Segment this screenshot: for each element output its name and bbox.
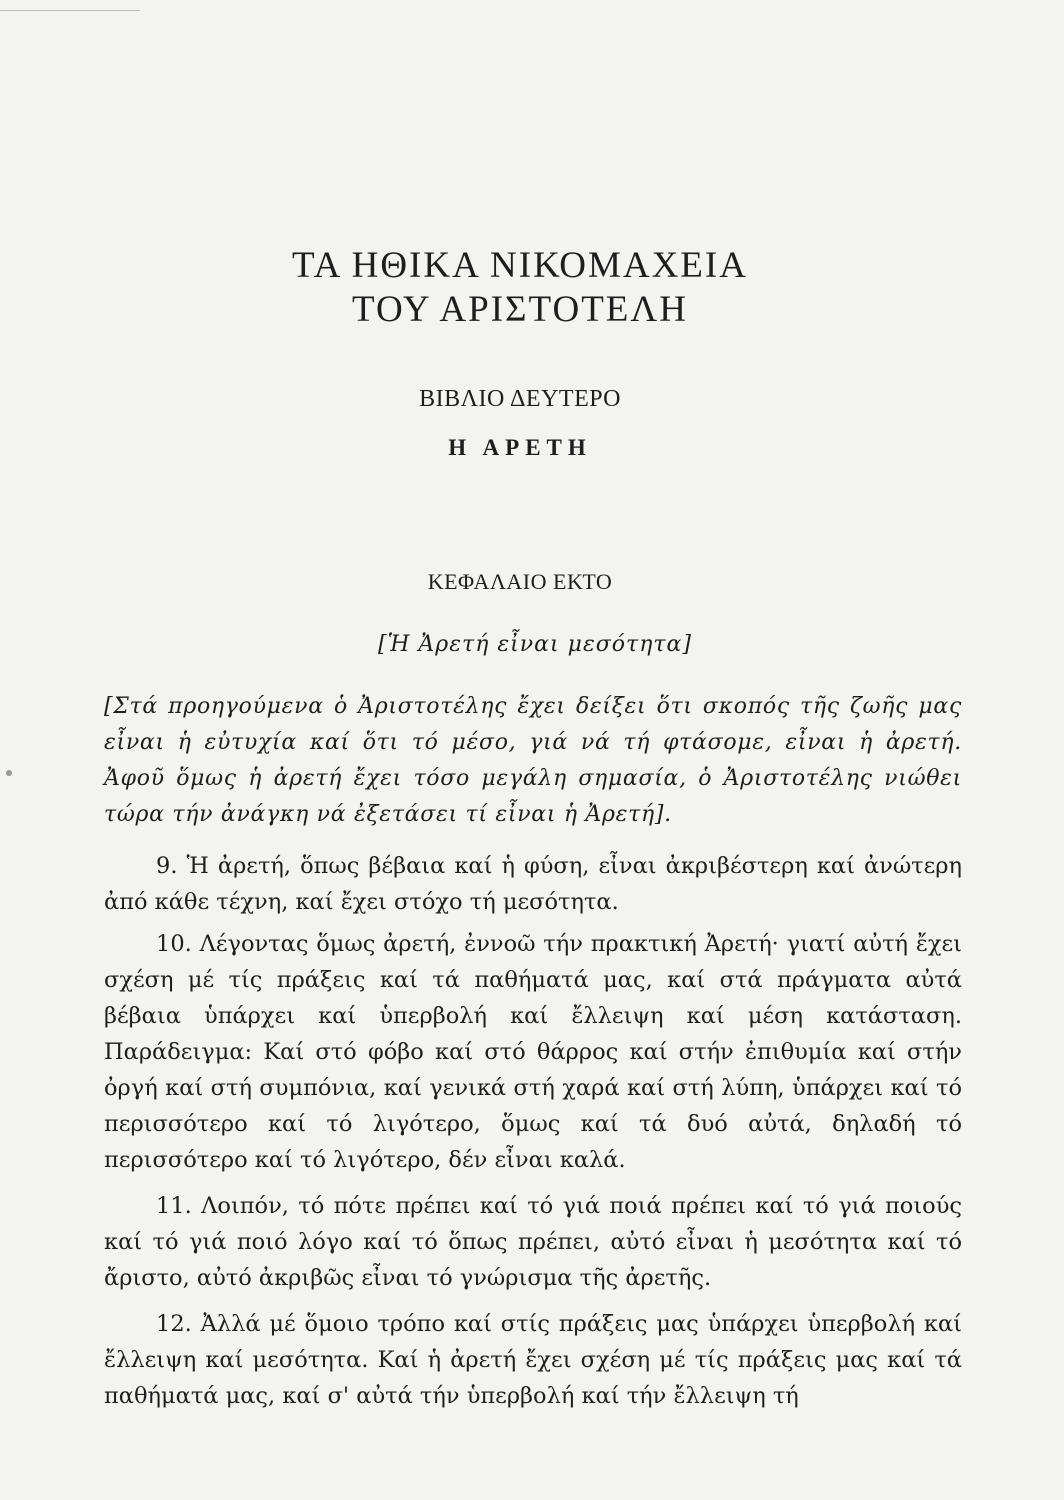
paragraph-10: 10. Λέγοντας ὅμως ἀρετή, ἐννοῶ τήν πρακτική Ἀρετή· γιατί αὐτή ἔχει σχέση μέ τίς πράξεις καί τά παθήματά μας, καί στά πράγματα αὐτά βέβαια ὑπάρχει καί ὑπερβολή καί ἔλλειψη καί μέση κατάσταση. Παράδειγμα: Καί στό φόβο καί στό θάρρος καί στήν ἐπιθυμία καί στήν ὀργή καί στή συμπόνια, καί γενικά στή χαρά καί στή λύπη, ὑπάρχει καί τό περισσότερο καί τό λιγότερο, ὅμως καί τά δυό αὐτά, δηλαδή τό περισσότερο καί τό λιγότερο, δέν εἶναι καλά. bbox=[104, 931, 962, 1173]
scan-smudge bbox=[6, 770, 12, 776]
chapter-label: ΚΕΦΑΛΑΙΟ ΕΚΤΟ bbox=[427, 569, 613, 594]
paragraph-11: 11. Λοιπόν, τό πότε πρέπει καί τό γιά ποιά πρέπει καί τό γιά ποιούς καί τό γιά ποιό λόγο καί τό ὅπως πρέπει, αὐτό εἶναι ἡ μεσότητα καί τό ἄριστο, αὐτό ἀκριβῶς εἶναι τό γνώρισμα τῆς ἀρετῆς. bbox=[104, 1193, 962, 1291]
work-title-line-1: ΤΑ ΗΘΙΚΑ ΝΙΚΟΜΑΧΕΙΑ bbox=[292, 245, 748, 286]
book-heading: ΒΙΒΛΙΟ ΔΕΥΤΕΡΟ bbox=[419, 386, 621, 412]
book-subject-heading: Η ΑΡΕΤΗ bbox=[448, 435, 592, 460]
paragraph-9: 9. Ἡ ἀρετή, ὅπως βέβαια καί ἡ φύση, εἶναι ἀκριβέστερη καί ἀνώτερη ἀπό κάθε τέχνη, καί ἔχει στόχο τή μεσότητα. bbox=[104, 853, 962, 915]
paragraph-12: 12. Ἀλλά μέ ὅμοιο τρόπο καί στίς πράξεις μας ὑπάρχει ὑπερβολή καί ἔλλειψη καί μεσότητα. Καί ἡ ἀρετή ἔχει σχέση μέ τίς πράξεις μας καί τά παθήματά μας, καί σ' αὐτά τήν ὑπερβολή καί τήν ἔλλειψη τή bbox=[104, 1311, 962, 1409]
chapter-title: [Ἡ Ἀρετή εἶναι μεσότητα] bbox=[378, 632, 692, 657]
work-title-line-2: ΤΟΥ ΑΡΙΣΤΟΤΕΛΗ bbox=[352, 289, 688, 330]
scan-edge-line bbox=[0, 10, 140, 11]
chapter-introduction: [Στά προηγούμενα ὁ Ἀριστοτέλης ἔχει δείξει ὅτι σκοπός τῆς ζωῆς μας εἶναι ἡ εὐτυχία καί ὅτι τό μέσο, γιά νά τή φτάσομε, εἶναι ἡ ἀρετή. Ἀφοῦ ὅμως ἡ ἀρετή ἔχει τόσο μεγάλη σημασία, ὁ Ἀριστοτέλης νιώθει τώρα τήν ἀνάγκη νά ἐξετάσει τί εἶναι ἡ Ἀρετή]. bbox=[104, 694, 962, 827]
